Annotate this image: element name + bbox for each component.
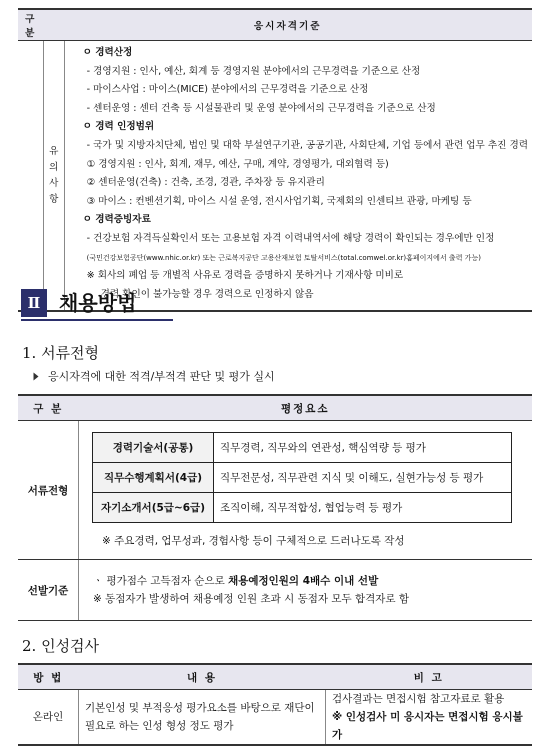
- note-line: ② 센터운영(건축) : 건축, 조경, 경관, 주차장 등 유지관리: [86, 177, 325, 189]
- col-header-criteria: 응시자격기준: [43, 9, 532, 41]
- doc-review-bullet-text: 응시자격에 대한 적격/부적격 판단 및 평가 실시: [48, 370, 275, 383]
- personality-heading: 2. 인성검사: [22, 637, 100, 655]
- selection-line-1: [93, 572, 531, 590]
- note-line: (국민건강보험공단(www.nhic.or.kr) 또는 근로복지공단 고용산재보험 토탈서비스(total.comwel.or.kr)홈페이지에서 출력 가능): [86, 253, 481, 262]
- qualification-table: [18, 8, 532, 312]
- selection-label: 선발기준: [18, 560, 79, 621]
- doc-review-content: [79, 421, 533, 560]
- remark-cell: [326, 690, 533, 746]
- method-cell: 온라인: [18, 690, 79, 746]
- doc-review-bullet: [32, 369, 275, 385]
- note-line: - 센터운영 : 센터 건축 등 시설물관리 및 운영 분야에서의 근무경력을 기준으로 산정: [86, 102, 436, 114]
- notes-content: [64, 41, 532, 312]
- note-line: 경력 확인이 불가능할 경우 경력으로 인정하지 않음: [100, 288, 314, 300]
- note-line: ㅇ 경력증빙자료: [82, 214, 151, 226]
- notes-label: 유의 사항: [43, 41, 64, 312]
- note-line: ① 경영지원 : 인사, 회계, 재무, 예산, 구매, 계약, 경영평가, 대외협력 등): [86, 158, 389, 170]
- item-desc: 조직이해, 직무적합성, 협업능력 등 평가: [214, 493, 512, 523]
- section-heading: [21, 289, 173, 321]
- col-header-content: 내 용: [79, 664, 326, 690]
- selection-bold-text: 채용예정인원의 4배수 이내 선발: [228, 575, 379, 587]
- item-desc: 직무경력, 직무와의 연관성, 핵심역량 등 평가: [214, 433, 512, 463]
- remark-line-1: 검사결과는 면접시험 참고자료로 활용: [332, 693, 505, 705]
- col-header-category: 구 분: [18, 9, 43, 41]
- note-line: ㅇ 경력 인정범위: [82, 121, 155, 133]
- col-header-category: 구 분: [18, 395, 79, 421]
- evaluation-item: [93, 433, 512, 463]
- note-line: - 마이스사업 : 마이스(MICE) 분야에서의 근무경력을 기준으로 산정: [86, 84, 369, 96]
- col-header-elements: 평정요소: [79, 395, 533, 421]
- selection-content: [79, 560, 533, 621]
- note-line: - 건강보험 자격득실확인서 또는 고용보험 자격 이력내역서에 해당 경력이 확인되는 경우에만 인정: [86, 232, 495, 244]
- triangle-bullet-icon: [34, 373, 39, 381]
- remark-line-2: ※ 인성검사 미 응시자는 면접시험 응시불가: [332, 711, 523, 741]
- section-title: 채용방법: [59, 291, 137, 315]
- section-number: Ⅱ: [21, 289, 47, 317]
- item-label: 경력기술서(공통): [93, 433, 214, 463]
- item-desc: 직무전문성, 직무관련 지식 및 이해도, 실현가능성 등 평가: [214, 463, 512, 493]
- note-line: - 경영지원 : 인사, 예산, 회계 등 경영지원 분야에서의 근무경력을 기준으로 산정: [86, 65, 421, 77]
- empty-category-cell: [18, 41, 43, 312]
- item-label: 직무수행계획서(4급): [93, 463, 214, 493]
- content-cell: 기본인성 및 부적응성 평가요소를 바탕으로 재단이 필요로 하는 인성 형성 정도 평가: [79, 690, 326, 746]
- note-line: ③ 마이스 : 컨벤션기획, 마이스 시설 운영, 전시사업기획, 국제회의 인센티브 관광, 마케팅 등: [86, 195, 472, 207]
- note-line: ㅇ 경력산정: [82, 47, 133, 58]
- doc-review-label: 서류전형: [18, 421, 79, 560]
- doc-review-table: [18, 394, 532, 621]
- personality-table: [18, 663, 532, 746]
- evaluation-item: [93, 463, 512, 493]
- evaluation-item: [93, 493, 512, 523]
- doc-review-heading: 1. 서류전형: [22, 344, 100, 362]
- evaluation-items-table: [92, 432, 512, 523]
- col-header-remark: 비 고: [326, 664, 533, 690]
- note-line: ※ 회사의 폐업 등 개별적 사유로 경력을 증명하지 못하거나 기재사항 미비로: [86, 270, 404, 282]
- selection-text: ㆍ 평가점수 고득점자 순으로: [93, 575, 229, 587]
- doc-review-note: ※ 주요경력, 업무성과, 경험사항 등이 구체적으로 드러나도록 작성: [102, 535, 405, 547]
- selection-line-2: ※ 동점자가 발생하여 채용예정 인원 초과 시 동점자 모두 합격자로 함: [93, 593, 410, 605]
- note-line: - 국가 및 지방자치단체, 법인 및 대학 부설연구기관, 공공기관, 사회단체, 기업 등에서 관련 업무 추진 경력: [86, 139, 528, 151]
- item-label: 자기소개서(5급~6급): [93, 493, 214, 523]
- col-header-method: 방 법: [18, 664, 79, 690]
